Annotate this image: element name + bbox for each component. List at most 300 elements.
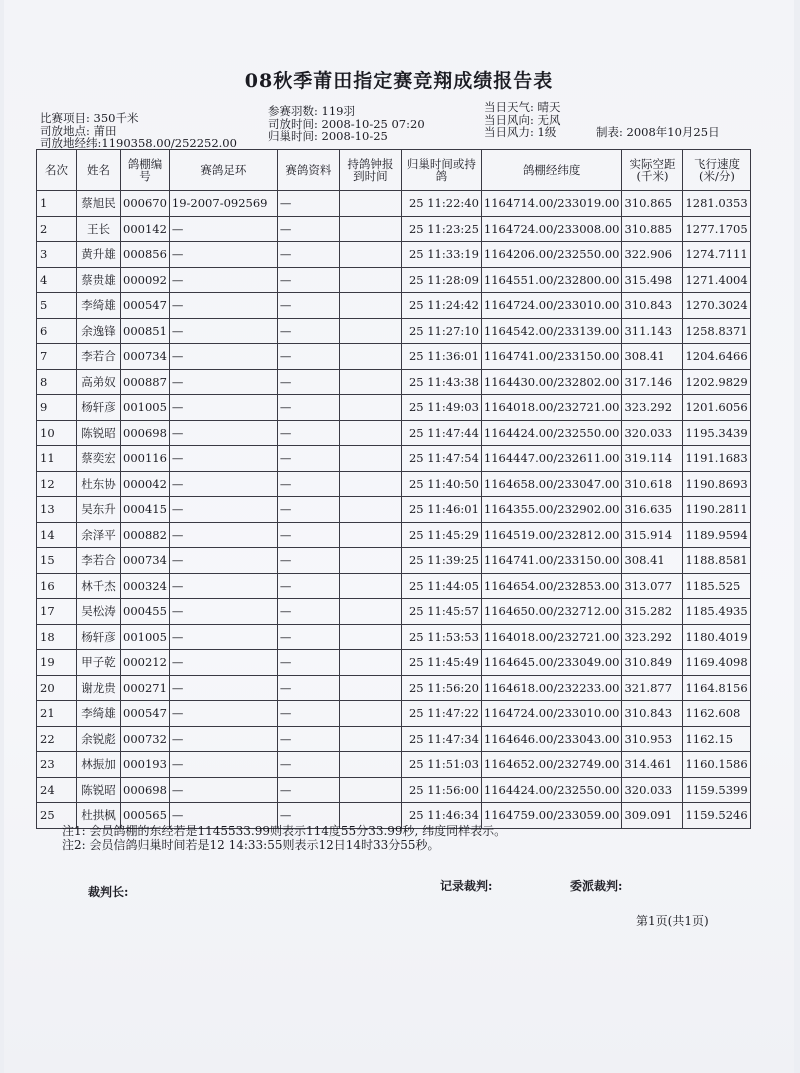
cell-info: — (277, 369, 339, 395)
cell-ring: — (169, 573, 277, 599)
cell-clock (339, 573, 401, 599)
cell-ring: — (169, 293, 277, 319)
cell-clock (339, 675, 401, 701)
cell-coord: 1164645.00/233049.00 (481, 650, 622, 676)
cell-ring: — (169, 216, 277, 242)
note-1: 注1: 会员鸽棚的东经若是1145533.99则表示114度55分33.99秒, 纬度同样表示。 (62, 824, 507, 838)
cell-dist: 317.146 (622, 369, 683, 395)
cell-dist: 310.865 (622, 191, 683, 217)
cell-name: 余锐彪 (77, 726, 121, 752)
cell-rank: 20 (37, 675, 77, 701)
entries-count: 参赛羽数: 119羽 (268, 104, 355, 118)
cell-speed: 1195.3439 (683, 420, 751, 446)
cell-dist: 309.091 (622, 803, 683, 829)
cell-loft: 000271 (121, 675, 170, 701)
cell-info: — (277, 497, 339, 523)
cell-speed: 1277.1705 (683, 216, 751, 242)
made-date: 制表: 2008年10月25日 (596, 125, 720, 139)
cell-rank: 16 (37, 573, 77, 599)
table-row (37, 599, 751, 625)
cell-ring: — (169, 471, 277, 497)
cell-loft: 000142 (121, 216, 170, 242)
cell-dist: 315.914 (622, 522, 683, 548)
cell-time: 25 11:24:42 (401, 293, 481, 319)
cell-time: 25 11:53:53 (401, 624, 481, 650)
cell-speed: 1180.4019 (683, 624, 751, 650)
cell-time: 25 11:47:54 (401, 446, 481, 472)
cell-clock (339, 497, 401, 523)
cell-time: 25 11:45:29 (401, 522, 481, 548)
cell-name: 高弟奴 (77, 369, 121, 395)
cell-info: — (277, 395, 339, 421)
cell-loft: 000415 (121, 497, 170, 523)
cell-loft: 000324 (121, 573, 170, 599)
cell-clock (339, 599, 401, 625)
cell-speed: 1188.8581 (683, 548, 751, 574)
header-clock: 持鸽钟报到时间 (339, 150, 401, 191)
table-row (37, 293, 751, 319)
cell-dist: 310.885 (622, 216, 683, 242)
cell-loft: 000734 (121, 344, 170, 370)
cell-rank: 13 (37, 497, 77, 523)
cell-rank: 21 (37, 701, 77, 727)
cell-rank: 4 (37, 267, 77, 293)
cell-ring: — (169, 522, 277, 548)
cell-coord: 1164206.00/232550.00 (481, 242, 622, 268)
cell-info: — (277, 573, 339, 599)
cell-rank: 17 (37, 599, 77, 625)
cell-clock (339, 522, 401, 548)
cell-time: 25 11:33:19 (401, 242, 481, 268)
cell-coord: 1164430.00/232802.00 (481, 369, 622, 395)
cell-speed: 1270.3024 (683, 293, 751, 319)
cell-coord: 1164658.00/233047.00 (481, 471, 622, 497)
table-row (37, 777, 751, 803)
cell-clock (339, 293, 401, 319)
table-row (37, 267, 751, 293)
cell-speed: 1201.6056 (683, 395, 751, 421)
cell-name: 蔡贵雄 (77, 267, 121, 293)
cell-rank: 11 (37, 446, 77, 472)
cell-loft: 000887 (121, 369, 170, 395)
cell-rank: 2 (37, 216, 77, 242)
cell-time: 25 11:28:09 (401, 267, 481, 293)
cell-name: 陈锐昭 (77, 420, 121, 446)
cell-loft: 000882 (121, 522, 170, 548)
report-sheet (4, 0, 794, 1073)
cell-speed: 1281.0353 (683, 191, 751, 217)
cell-loft: 000116 (121, 446, 170, 472)
delegated-judge-label: 委派裁判: (570, 879, 623, 893)
cell-speed: 1190.8693 (683, 471, 751, 497)
cell-rank: 25 (37, 803, 77, 829)
cell-loft: 000698 (121, 420, 170, 446)
meta-block-weather (484, 101, 561, 139)
table-row (37, 191, 751, 217)
cell-ring: — (169, 395, 277, 421)
cell-ring: — (169, 369, 277, 395)
table-row (37, 624, 751, 650)
cell-time: 25 11:43:38 (401, 369, 481, 395)
cell-loft: 000851 (121, 318, 170, 344)
cell-rank: 8 (37, 369, 77, 395)
cell-ring: — (169, 777, 277, 803)
cell-clock (339, 701, 401, 727)
cell-info: — (277, 420, 339, 446)
cell-rank: 14 (37, 522, 77, 548)
note-2: 注2: 会员信鸽归巢时间若是12 14:33:55则表示12日14时33分55秒。 (62, 838, 440, 852)
cell-speed: 1159.5399 (683, 777, 751, 803)
cell-time: 25 11:47:22 (401, 701, 481, 727)
table-row (37, 369, 751, 395)
cell-name: 余泽平 (77, 522, 121, 548)
cell-rank: 6 (37, 318, 77, 344)
cell-ring: — (169, 675, 277, 701)
cell-clock (339, 446, 401, 472)
cell-name: 林振加 (77, 752, 121, 778)
cell-loft: 001005 (121, 395, 170, 421)
cell-loft: 001005 (121, 624, 170, 650)
cell-dist: 310.849 (622, 650, 683, 676)
race-item: 比赛项目: 350千米 (40, 111, 139, 125)
cell-clock (339, 267, 401, 293)
cell-speed: 1159.5246 (683, 803, 751, 829)
cell-rank: 1 (37, 191, 77, 217)
cell-dist: 323.292 (622, 624, 683, 650)
cell-coord: 1164447.00/232611.00 (481, 446, 622, 472)
cell-loft: 000670 (121, 191, 170, 217)
cell-clock (339, 318, 401, 344)
header-ring: 赛鸽足环 (169, 150, 277, 191)
cell-loft: 000698 (121, 777, 170, 803)
cell-dist: 322.906 (622, 242, 683, 268)
cell-coord: 1164654.00/232853.00 (481, 573, 622, 599)
table-row (37, 548, 751, 574)
cell-loft: 000565 (121, 803, 170, 829)
cell-name: 谢龙贵 (77, 675, 121, 701)
wind-force: 当日风力: 1级 (484, 125, 557, 139)
cell-coord: 1164355.00/232902.00 (481, 497, 622, 523)
cell-loft: 000042 (121, 471, 170, 497)
cell-name: 吴松涛 (77, 599, 121, 625)
cell-speed: 1185.525 (683, 573, 751, 599)
cell-name: 蔡旭民 (77, 191, 121, 217)
cell-ring: — (169, 344, 277, 370)
report-title: 08秋季莆田指定赛竞翔成绩报告表 (244, 70, 554, 92)
cell-coord: 1164724.00/233010.00 (481, 701, 622, 727)
cell-clock (339, 650, 401, 676)
cell-coord: 1164646.00/233043.00 (481, 726, 622, 752)
cell-dist: 314.461 (622, 752, 683, 778)
cell-rank: 22 (37, 726, 77, 752)
cell-info: — (277, 675, 339, 701)
cell-loft: 000547 (121, 293, 170, 319)
header-dist: 实际空距(千米) (622, 150, 683, 191)
cell-info: — (277, 624, 339, 650)
table-row (37, 318, 751, 344)
cell-loft: 000732 (121, 726, 170, 752)
cell-coord: 1164618.00/232233.00 (481, 675, 622, 701)
cell-dist: 316.635 (622, 497, 683, 523)
weather: 当日天气: 晴天 (484, 100, 561, 114)
cell-speed: 1271.4004 (683, 267, 751, 293)
cell-loft: 000856 (121, 242, 170, 268)
cell-dist: 313.077 (622, 573, 683, 599)
cell-time: 25 11:45:57 (401, 599, 481, 625)
release-place: 司放地点: 莆田 (40, 123, 117, 138)
cell-speed: 1204.6466 (683, 344, 751, 370)
cell-rank: 10 (37, 420, 77, 446)
table-row (37, 242, 751, 268)
cell-ring: 19-2007-092569 (169, 191, 277, 217)
chief-judge-label: 裁判长: (88, 885, 129, 899)
cell-ring: — (169, 497, 277, 523)
cell-ring: — (169, 624, 277, 650)
cell-time: 25 11:46:01 (401, 497, 481, 523)
cell-coord: 1164724.00/233010.00 (481, 293, 622, 319)
cell-speed: 1202.9829 (683, 369, 751, 395)
cell-name: 杨轩彦 (77, 395, 121, 421)
cell-name: 陈锐昭 (77, 777, 121, 803)
table-row (37, 752, 751, 778)
cell-dist: 310.843 (622, 701, 683, 727)
cell-info: — (277, 803, 339, 829)
cell-clock (339, 369, 401, 395)
cell-dist: 321.877 (622, 675, 683, 701)
cell-speed: 1189.9594 (683, 522, 751, 548)
header-coord: 鸽棚经纬度 (481, 150, 622, 191)
notes (62, 824, 506, 852)
cell-name: 李若合 (77, 344, 121, 370)
homing-time: 归巢时间: 2008-10-25 (268, 129, 388, 143)
cell-info: — (277, 548, 339, 574)
cell-coord: 1164650.00/232712.00 (481, 599, 622, 625)
cell-loft: 000092 (121, 267, 170, 293)
cell-coord: 1164018.00/232721.00 (481, 624, 622, 650)
cell-rank: 5 (37, 293, 77, 319)
cell-ring: — (169, 446, 277, 472)
cell-dist: 310.843 (622, 293, 683, 319)
cell-rank: 15 (37, 548, 77, 574)
cell-speed: 1160.1586 (683, 752, 751, 778)
cell-clock (339, 752, 401, 778)
cell-name: 李绮雄 (77, 701, 121, 727)
table-row (37, 573, 751, 599)
page-number: 第1页(共1页) (636, 914, 709, 928)
cell-speed: 1162.608 (683, 701, 751, 727)
cell-speed: 1162.15 (683, 726, 751, 752)
cell-time: 25 11:45:49 (401, 650, 481, 676)
cell-clock (339, 216, 401, 242)
cell-info: — (277, 446, 339, 472)
cell-ring: — (169, 267, 277, 293)
cell-coord: 1164542.00/233139.00 (481, 318, 622, 344)
cell-info: — (277, 726, 339, 752)
meta-block-race (40, 112, 237, 150)
table-header-row (37, 150, 751, 191)
cell-info: — (277, 344, 339, 370)
table-row (37, 522, 751, 548)
cell-coord: 1164724.00/233008.00 (481, 216, 622, 242)
cell-dist: 320.033 (622, 420, 683, 446)
cell-info: — (277, 522, 339, 548)
cell-dist: 319.114 (622, 446, 683, 472)
cell-rank: 9 (37, 395, 77, 421)
cell-info: — (277, 216, 339, 242)
cell-loft: 000212 (121, 650, 170, 676)
cell-name: 蔡奕宏 (77, 446, 121, 472)
cell-rank: 3 (37, 242, 77, 268)
cell-info: — (277, 701, 339, 727)
table-row (37, 701, 751, 727)
cell-coord: 1164424.00/232550.00 (481, 420, 622, 446)
cell-clock (339, 471, 401, 497)
cell-loft: 000734 (121, 548, 170, 574)
table-row (37, 446, 751, 472)
cell-coord: 1164424.00/232550.00 (481, 777, 622, 803)
cell-time: 25 11:47:34 (401, 726, 481, 752)
cell-ring: — (169, 752, 277, 778)
table-row (37, 675, 751, 701)
wind-direction: 当日风向: 无风 (484, 112, 561, 127)
cell-info: — (277, 471, 339, 497)
cell-coord: 1164714.00/233019.00 (481, 191, 622, 217)
cell-info: — (277, 242, 339, 268)
cell-ring: — (169, 726, 277, 752)
cell-dist: 315.282 (622, 599, 683, 625)
cell-ring: — (169, 599, 277, 625)
cell-info: — (277, 650, 339, 676)
cell-coord: 1164519.00/232812.00 (481, 522, 622, 548)
cell-info: — (277, 318, 339, 344)
cell-dist: 310.953 (622, 726, 683, 752)
cell-coord: 1164018.00/232721.00 (481, 395, 622, 421)
table-row (37, 471, 751, 497)
cell-time: 25 11:51:03 (401, 752, 481, 778)
cell-time: 25 11:27:10 (401, 318, 481, 344)
cell-rank: 19 (37, 650, 77, 676)
table-row (37, 420, 751, 446)
cell-info: — (277, 599, 339, 625)
cell-clock (339, 395, 401, 421)
cell-info: — (277, 777, 339, 803)
cell-speed: 1258.8371 (683, 318, 751, 344)
meta-block-time (268, 105, 425, 143)
cell-speed: 1164.8156 (683, 675, 751, 701)
cell-name: 杨轩彦 (77, 624, 121, 650)
table-row (37, 395, 751, 421)
cell-time: 25 11:23:25 (401, 216, 481, 242)
cell-speed: 1185.4935 (683, 599, 751, 625)
cell-time: 25 11:47:44 (401, 420, 481, 446)
cell-coord: 1164652.00/232749.00 (481, 752, 622, 778)
cell-time: 25 11:40:50 (401, 471, 481, 497)
cell-name: 李若合 (77, 548, 121, 574)
cell-dist: 308.41 (622, 344, 683, 370)
cell-time: 25 11:46:34 (401, 803, 481, 829)
cell-ring: — (169, 803, 277, 829)
release-coords: 司放地经纬:1190358.00/252252.00 (40, 136, 237, 150)
header-time: 归巢时间或持鸽 (401, 150, 481, 191)
cell-ring: — (169, 548, 277, 574)
cell-clock (339, 726, 401, 752)
cell-speed: 1191.1683 (683, 446, 751, 472)
cell-time: 25 11:22:40 (401, 191, 481, 217)
cell-name: 余逸锋 (77, 318, 121, 344)
cell-coord: 1164551.00/232800.00 (481, 267, 622, 293)
cell-dist: 320.033 (622, 777, 683, 803)
cell-name: 林千杰 (77, 573, 121, 599)
header-rank: 名次 (37, 150, 77, 191)
cell-time: 25 11:36:01 (401, 344, 481, 370)
cell-name: 杜拱枫 (77, 803, 121, 829)
cell-info: — (277, 267, 339, 293)
cell-coord: 1164741.00/233150.00 (481, 344, 622, 370)
cell-ring: — (169, 420, 277, 446)
header-info: 赛鸽资料 (277, 150, 339, 191)
cell-rank: 12 (37, 471, 77, 497)
cell-time: 25 11:56:20 (401, 675, 481, 701)
cell-name: 黄升雄 (77, 242, 121, 268)
cell-ring: — (169, 242, 277, 268)
cell-info: — (277, 293, 339, 319)
cell-dist: 323.292 (622, 395, 683, 421)
cell-name: 杜东协 (77, 471, 121, 497)
cell-loft: 000547 (121, 701, 170, 727)
cell-clock (339, 242, 401, 268)
header-speed: 飞行速度(米/分) (683, 150, 751, 191)
cell-name: 甲子乾 (77, 650, 121, 676)
cell-rank: 24 (37, 777, 77, 803)
cell-clock (339, 420, 401, 446)
table-row (37, 344, 751, 370)
cell-dist: 308.41 (622, 548, 683, 574)
cell-loft: 000455 (121, 599, 170, 625)
cell-clock (339, 548, 401, 574)
cell-ring: — (169, 701, 277, 727)
header-loft: 鸽棚编号 (121, 150, 170, 191)
cell-coord: 1164741.00/233150.00 (481, 548, 622, 574)
cell-ring: — (169, 650, 277, 676)
header-name: 姓名 (77, 150, 121, 191)
cell-time: 25 11:44:05 (401, 573, 481, 599)
cell-rank: 18 (37, 624, 77, 650)
table-row (37, 216, 751, 242)
cell-info: — (277, 752, 339, 778)
table-row (37, 497, 751, 523)
cell-dist: 311.143 (622, 318, 683, 344)
cell-speed: 1169.4098 (683, 650, 751, 676)
table-row (37, 726, 751, 752)
cell-clock (339, 344, 401, 370)
cell-dist: 315.498 (622, 267, 683, 293)
cell-clock (339, 624, 401, 650)
cell-clock (339, 777, 401, 803)
cell-dist: 310.618 (622, 471, 683, 497)
table-row (37, 650, 751, 676)
cell-time: 25 11:39:25 (401, 548, 481, 574)
cell-name: 李绮雄 (77, 293, 121, 319)
cell-speed: 1274.7111 (683, 242, 751, 268)
cell-speed: 1190.2811 (683, 497, 751, 523)
cell-coord: 1164759.00/233059.00 (481, 803, 622, 829)
cell-time: 25 11:49:03 (401, 395, 481, 421)
cell-rank: 23 (37, 752, 77, 778)
record-judge-label: 记录裁判: (440, 879, 493, 893)
cell-name: 王长 (77, 216, 121, 242)
cell-loft: 000193 (121, 752, 170, 778)
table-body (37, 191, 751, 829)
